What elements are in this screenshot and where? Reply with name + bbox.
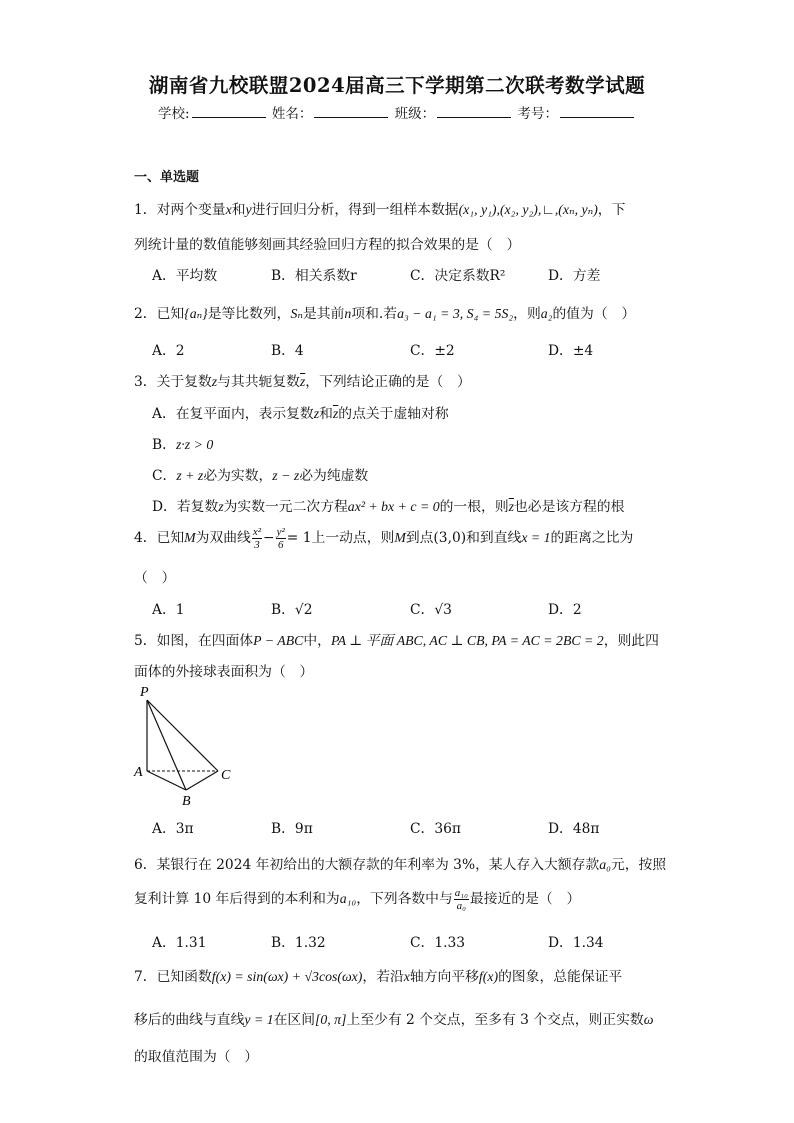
edge-AB <box>147 771 186 790</box>
edge-PC <box>147 700 218 771</box>
q4-option-c[interactable]: C．√3 <box>410 602 452 618</box>
q5-option-d[interactable]: D．48π <box>548 821 600 837</box>
q2-option-d[interactable]: D．±4 <box>548 343 594 359</box>
label-B: B <box>182 794 191 809</box>
q4-option-d[interactable]: D．2 <box>548 602 582 618</box>
q6-option-d[interactable]: D．1.34 <box>548 935 604 951</box>
section-single-choice: 一、单选题 <box>134 170 200 185</box>
q5-option-b[interactable]: B．9π <box>271 821 313 837</box>
label-P: P <box>140 685 149 700</box>
q4-paren: （ ） <box>134 570 176 586</box>
school-label: 学校: <box>158 106 190 122</box>
q3-option-c[interactable]: C．z + z必为实数，z − z必为纯虚数 <box>152 468 369 484</box>
q2-stem: 2．已知{aₙ}是等比数列，Sₙ是其前n项和.若a₃ − a₁ = 3, S₄ = 5S₂，则a₂的值为（ ） <box>134 306 636 322</box>
q3-option-d[interactable]: D．若复数z为实数一元二次方程ax² + bx + c = 0的一根，则$\overline{z}$也必是该方程的根 <box>152 499 625 515</box>
q4-frac-x: $\frac{\text{x²}}{3}$ <box>252 526 262 551</box>
q1-option-b[interactable]: B．相关系数r <box>271 268 357 284</box>
q6-option-b[interactable]: B．1.32 <box>271 935 326 951</box>
class-label: 班级： <box>394 106 436 122</box>
q6-line2: 复利计算 10 年后得到的本利和为a₁₀，下列各数中与 $\frac{\text{a₁₀}}{\text{a₀}}$ 最接近的是（ ） <box>134 887 581 912</box>
class-blank[interactable] <box>437 105 511 118</box>
q1-option-a[interactable]: A．平均数 <box>152 268 218 284</box>
label-C: C <box>221 768 231 783</box>
q6-ratio-frac: $\frac{\text{a₁₀}}{\text{a₀}}$ <box>454 887 468 912</box>
q4-option-b[interactable]: B．√2 <box>271 602 313 618</box>
q1-line2: 列统计量的数值能够刻画其经验回归方程的拟合效果的是（ ） <box>134 237 521 253</box>
q7-line1: 7．已知函数f(x) = sin(ωx) + √3cos(ωx)，若沿x轴方向平移f(x)的图象，总能保证平 <box>134 969 623 985</box>
q5-line2: 面体的外接球表面积为（ ） <box>134 664 314 680</box>
exam-no-label: 考号： <box>517 106 558 122</box>
q2-option-b[interactable]: B．4 <box>271 343 304 359</box>
label-A: A <box>134 765 143 780</box>
q6-option-c[interactable]: C．1.33 <box>410 935 466 951</box>
q4-stem: 4．已知M为双曲线 $\frac{\text{x²}}{3}$ − $\frac{\text{y²}}{6}$ = 1上一动点，则M到点(3,0)和到直线x = 1的距离之比为 <box>134 526 634 551</box>
q5-option-a[interactable]: A．3π <box>152 821 194 837</box>
q3-option-a[interactable]: A．在复平面内，表示复数z和$\overline{z}$的点关于虚轴对称 <box>152 406 449 422</box>
school-blank[interactable] <box>192 105 266 118</box>
q6-line1: 6．某银行在 2024 年初给出的大额存款的年利率为 3%，某人存入大额存款a₀元，按照 <box>134 857 667 873</box>
q7-line2: 移后的曲线与直线y = 1在区间[0, π]上至少有 2 个交点，至多有 3 个交点，则正实数ω <box>134 1012 654 1028</box>
edge-PB <box>147 700 186 790</box>
q1-line1: 1．对两个变量x和y进行回归分析，得到一组样本数据(x₁, y₁),(x₂, y₂),∟,(xₙ, yₙ)，下 <box>134 202 626 218</box>
q3-option-b[interactable]: B．z·z > 0 <box>152 437 214 453</box>
q5-tetrahedron-figure <box>128 682 238 810</box>
exam-title: 湖南省九校联盟2024届高三下学期第二次联考数学试题 <box>148 74 646 97</box>
q6-option-a[interactable]: A．1.31 <box>152 935 207 951</box>
q4-option-a[interactable]: A．1 <box>152 602 185 618</box>
q4-frac-y: $\frac{\text{y²}}{6}$ <box>276 526 285 551</box>
q2-option-a[interactable]: A．2 <box>152 343 185 359</box>
q2-option-c[interactable]: C．±2 <box>410 343 455 359</box>
q1-option-d[interactable]: D．方差 <box>548 268 601 284</box>
name-label: 姓名： <box>271 106 313 122</box>
student-info-line <box>0 102 794 122</box>
q5-line1: 5．如图，在四面体P − ABC中，PA ⊥ 平面 ABC, AC ⊥ CB, PA = AC = 2BC = 2，则此四 <box>134 633 659 649</box>
q3-stem: 3．关于复数z与其共轭复数$\overline{z}$，下列结论正确的是（ ） <box>134 374 471 390</box>
q7-line3: 的取值范围为（ ） <box>134 1049 259 1065</box>
edge-BC <box>186 771 218 790</box>
name-blank[interactable] <box>314 105 388 118</box>
exam-no-blank[interactable] <box>560 105 634 118</box>
q1-option-c[interactable]: C．决定系数R² <box>410 268 506 284</box>
q5-option-c[interactable]: C．36π <box>410 821 461 837</box>
